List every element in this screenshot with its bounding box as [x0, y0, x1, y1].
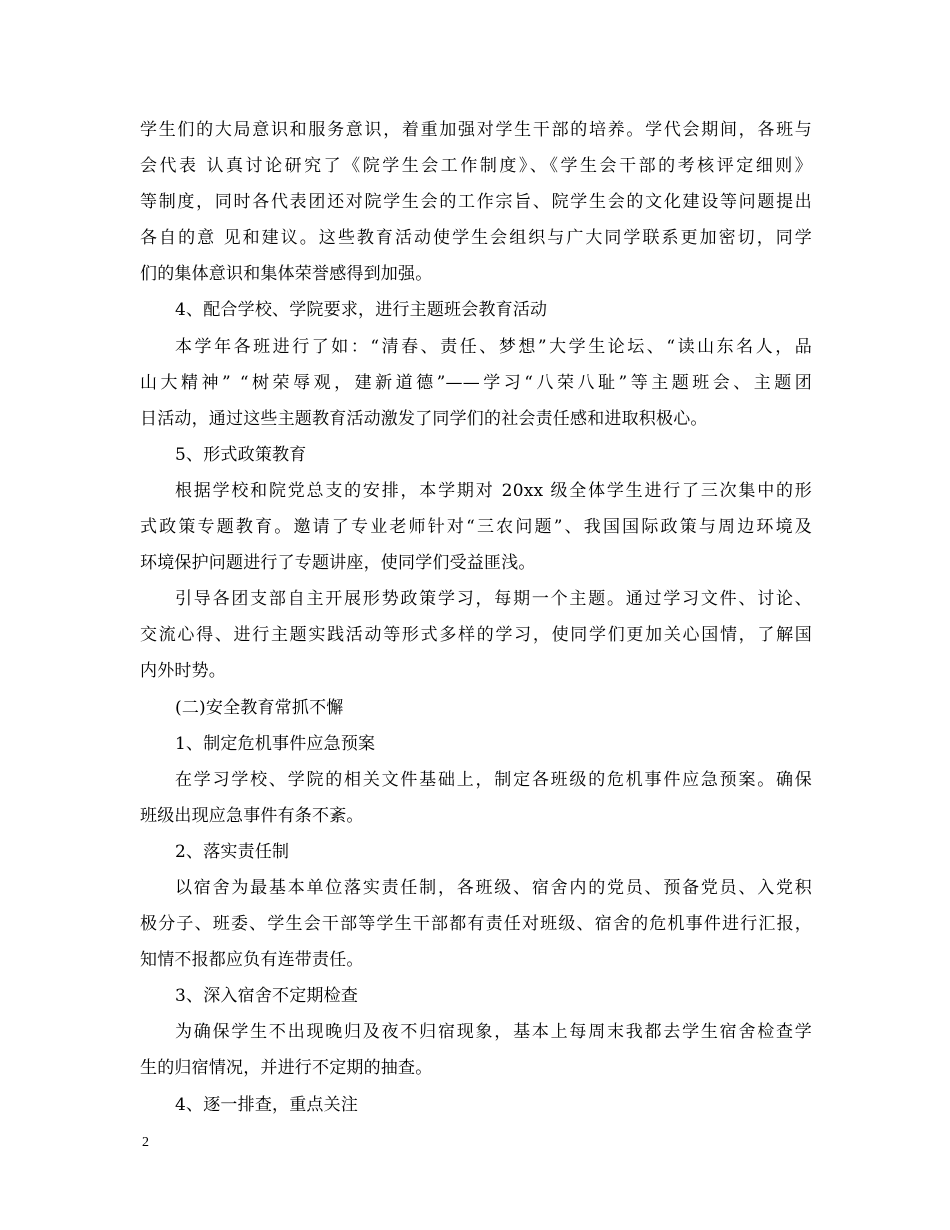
- text-line: 2、落实责任制: [175, 841, 290, 862]
- text-line: 3、深入宿舍不定期检查: [175, 986, 359, 1007]
- text-line: 5、形式政策教育: [175, 444, 307, 465]
- text-line: 交流心得、进行主题实践活动等形式多样的学习，使同学们更加关心国情，了解国: [140, 625, 812, 646]
- text-line: 本学年各班进行了如：“清春、责任、梦想”大学生论坛、“读山东名人，品: [175, 336, 812, 357]
- text-line: 为确保学生不出现晚归及夜不归宿现象，基本上每周末我都去学生宿舍检查学: [175, 1022, 812, 1043]
- page-number: 2: [142, 1135, 149, 1150]
- text-line: 在学习学校、学院的相关文件基础上，制定各班级的危机事件应急预案。确保: [175, 769, 812, 790]
- text-line: 们的集体意识和集体荣誉感得到加强。: [140, 264, 433, 285]
- text-line: 引导各团支部自主开展形势政策学习，每期一个主题。通过学习文件、讨论、: [175, 589, 812, 610]
- text-line: 环境保护问题进行了专题讲座，使同学们受益匪浅。: [140, 553, 536, 574]
- text-line: 山大精神” “树荣辱观，建新道德”——学习“八荣八耻”等主题班会、主题团: [140, 372, 812, 393]
- text-line: (二)安全教育常抓不懈: [175, 697, 344, 718]
- text-line: 知情不报都应负有连带责任。: [140, 950, 364, 971]
- text-line: 根据学校和院党总支的安排，本学期对 20xx 级全体学生进行了三次集中的形: [175, 480, 812, 501]
- text-line: 生的归宿情况，并进行不定期的抽查。: [140, 1058, 433, 1079]
- text-line: 学生们的大局意识和服务意识，着重加强对学生干部的培养。学代会期间，各班与: [140, 120, 812, 140]
- text-line: 日活动，通过这些主题教育活动激发了同学们的社会责任感和进取积极心。: [140, 408, 708, 429]
- text-line: 式政策专题教育。邀请了专业老师针对“三农问题”、我国国际政策与周边环境及: [140, 517, 812, 538]
- document-body: [140, 112, 812, 1123]
- text-line: 各自的意 见和建议。这些教育活动使学生会组织与广大同学联系更加密切，同学: [140, 228, 812, 249]
- text-line: 等制度，同时各代表团还对院学生会的工作宗旨、院学生会的文化建设等问题提出: [140, 192, 812, 213]
- text-line: 4、逐一排查，重点关注: [175, 1094, 359, 1115]
- text-line: 4、配合学校、学院要求，进行主题班会教育活动: [175, 300, 548, 321]
- text-line: 内外时势。: [140, 661, 226, 682]
- text-line: 以宿舍为最基本单位落实责任制，各班级、宿舍内的党员、预备党员、入党积: [175, 877, 812, 898]
- text-line: 1、制定危机事件应急预案: [175, 733, 376, 754]
- text-line: 会代表 认真讨论研究了《院学生会工作制度》、《学生会干部的考核评定细则》: [140, 156, 812, 177]
- text-line: 极分子、班委、学生会干部等学生干部都有责任对班级、宿舍的危机事件进行汇报，: [140, 914, 812, 935]
- text-line: 班级出现应急事件有条不紊。: [140, 805, 364, 826]
